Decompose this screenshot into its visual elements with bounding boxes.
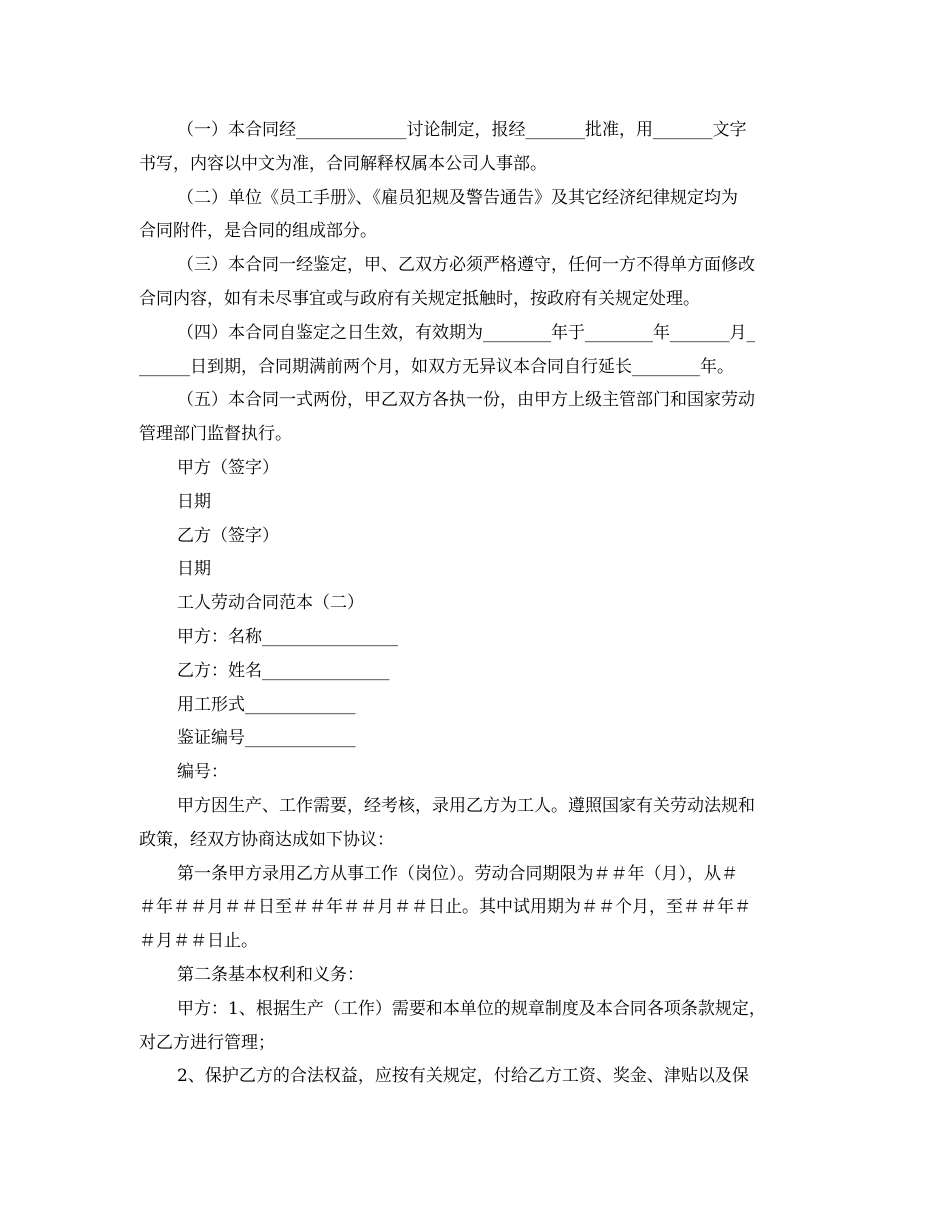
- text-line: 日期: [177, 491, 211, 512]
- text-line: ______日到期，合同期满前两个月，如双方无异议本合同自行延长________年。: [139, 356, 734, 377]
- text-line: 乙方：姓名_______________: [177, 660, 390, 681]
- text-line: 甲方：1、根据生产（工作）需要和本单位的规章制度及本合同各项条款规定，: [177, 998, 766, 1019]
- text-line: （二）单位《员工手册》、《雇员犯规及警告通告》及其它经济纪律规定均为: [177, 187, 738, 208]
- text-line: 管理部门监督执行。: [139, 424, 292, 445]
- text-line: 鉴证编号_____________: [177, 728, 356, 749]
- text-line: 甲方（签字）: [177, 457, 279, 478]
- text-line: 工人劳动合同范本（二）: [177, 593, 364, 614]
- text-line: 合同附件，是合同的组成部分。: [139, 221, 377, 242]
- text-line: （一）本合同经_____________讨论制定，报经_______批准，用_______文字: [177, 120, 747, 140]
- text-line: 第二条基本权利和义务：: [177, 964, 364, 985]
- document-body: [139, 114, 819, 1094]
- text-line: 乙方（签字）: [177, 525, 279, 546]
- text-line: 编号：: [177, 762, 228, 783]
- text-line: 日期: [177, 559, 211, 580]
- text-line: 合同内容，如有未尽事宜或与政府有关规定抵触时，按政府有关规定处理。: [139, 288, 700, 309]
- text-line: （三）本合同一经鉴定，甲、乙双方必须严格遵守，任何一方不得单方面修改: [177, 255, 755, 276]
- text-line: （五）本合同一式两份，甲乙双方各执一份，由甲方上级主管部门和国家劳动: [177, 390, 755, 411]
- text-line: 对乙方进行管理；: [139, 1032, 275, 1053]
- text-line: ＃月＃＃日止。: [139, 931, 258, 952]
- text-line: （四）本合同自鉴定之日生效，有效期为________年于________年_______月_: [177, 322, 755, 343]
- text-line: 用工形式_____________: [177, 694, 356, 715]
- text-line: 政策，经双方协商达成如下协议：: [139, 829, 394, 850]
- text-line: 第一条甲方录用乙方从事工作（岗位）。劳动合同期限为＃＃年（月），从＃: [177, 863, 738, 884]
- text-line: 书写，内容以中文为准，合同解释权属本公司人事部。: [139, 153, 547, 174]
- text-line: 2、保护乙方的合法权益，应按有关规定，付给乙方工资、奖金、津贴以及保: [177, 1066, 749, 1087]
- text-line: ＃年＃＃月＃＃日至＃＃年＃＃月＃＃日止。其中试用期为＃＃个月，至＃＃年＃: [139, 897, 751, 918]
- text-line: 甲方因生产、工作需要，经考核，录用乙方为工人。遵照国家有关劳动法规和: [177, 795, 755, 816]
- text-line: 甲方：名称________________: [177, 626, 398, 647]
